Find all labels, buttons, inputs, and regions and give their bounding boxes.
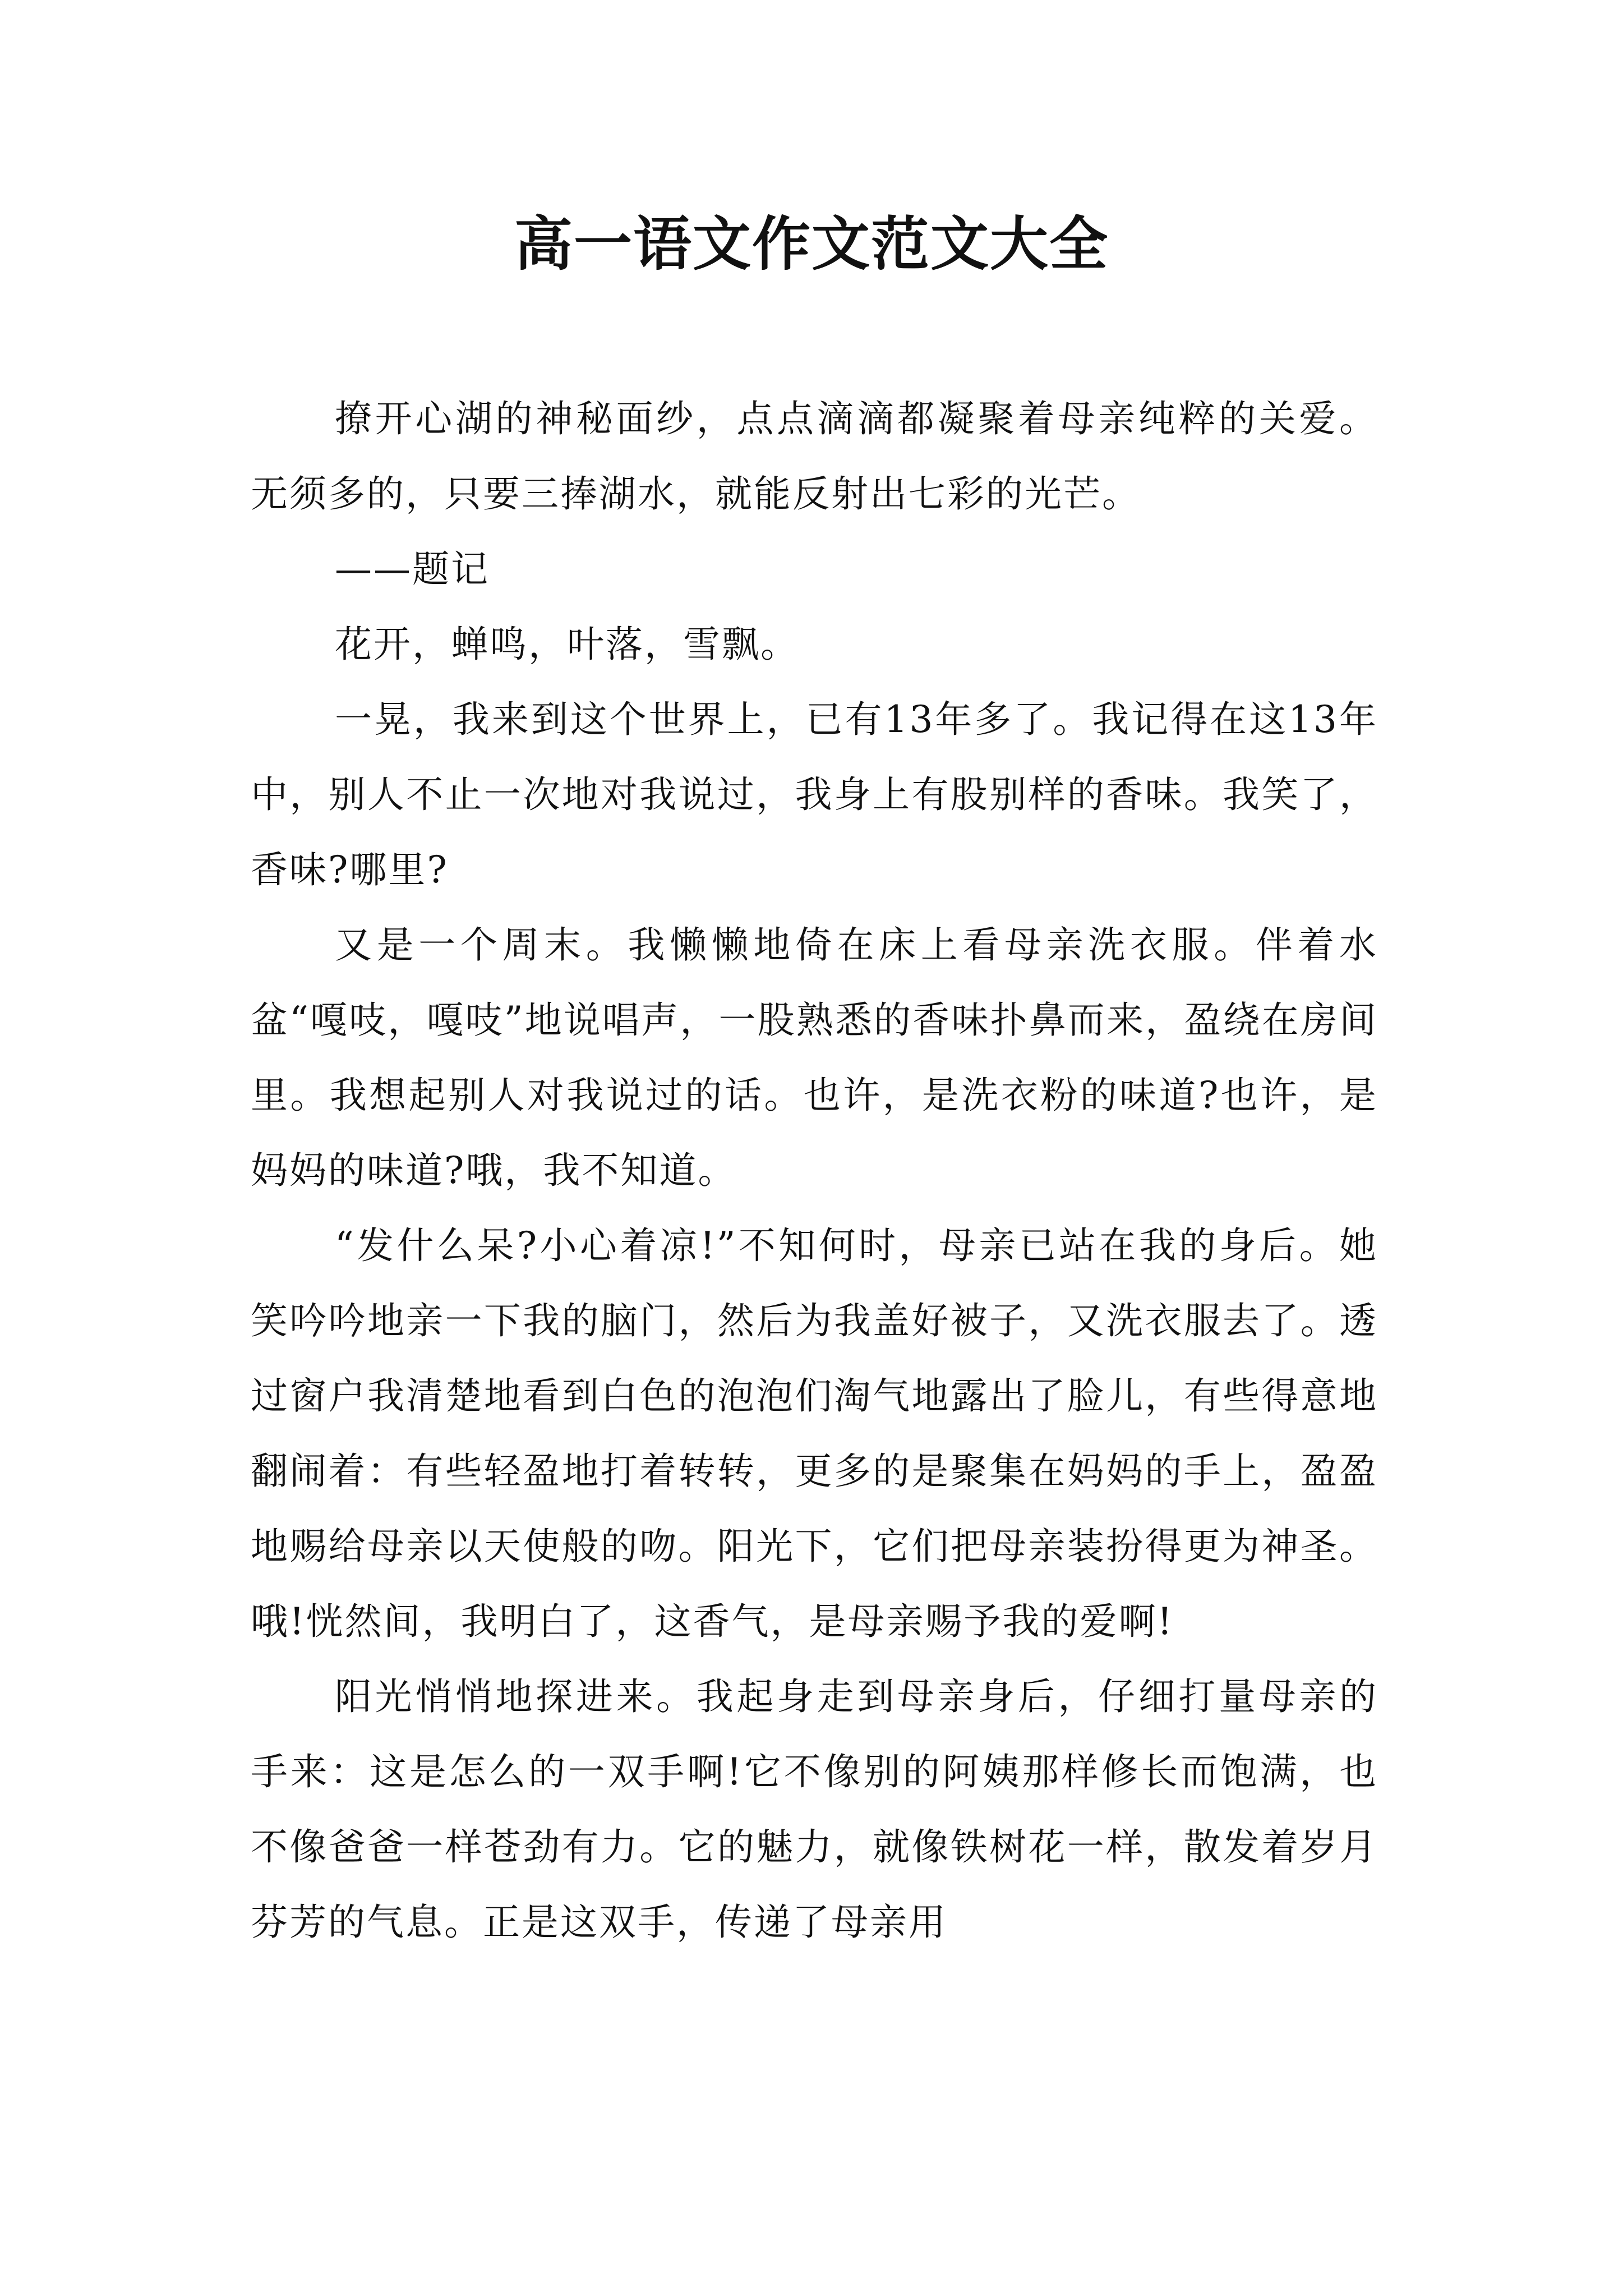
paragraph-epigraph: 撩开心湖的神秘面纱，点点滴滴都凝聚着母亲纯粹的关爱。无须多的，只要三捧湖水，就能反射出七彩的光芒。 <box>251 397 1378 516</box>
paragraph-mother-love: “发什么呆?小心着凉!”不知何时，母亲已站在我的身后。她笑吟吟地亲一下我的脑门，然后为我盖好被子，又洗衣服去了。透过窗户我清楚地看到白色的泡泡们淘气地露出了脸儿，有些得意地翻闹着：有些轻盈地打着转转，更多的是聚集在妈妈的手上，盈盈地赐给母亲以天使般的吻。阳光下，它们把母亲装扮得更为神圣。哦!恍然间，我明白了，这香气，是母亲赐予我的爱啊! <box>251 1224 1378 1643</box>
paragraph-fragrance: 一晃，我来到这个世界上，已有13年多了。我记得在这13年中，别人不止一次地对我说过，我身上有股别样的香味。我笑了，香味?哪里? <box>251 698 1378 891</box>
paragraph-mother-hands: 阳光悄悄地探进来。我起身走到母亲身后，仔细打量母亲的手来：这是怎么的一双手啊!它不像别的阿姨那样修长而饱满，也不像爸爸一样苍劲有力。它的魅力，就像铁树花一样，散发着岁月芬芳的气息。正是这双手，传递了母亲用 <box>251 1675 1378 1944</box>
document-title: 高一语文作文范文大全 <box>514 209 1109 278</box>
paragraph-seasons: 花开，蝉鸣，叶落，雪飘。 <box>335 623 799 666</box>
document-body <box>251 381 1378 1960</box>
paragraph-weekend: 又是一个周末。我懒懒地倚在床上看母亲洗衣服。伴着水盆“嘎吱，嘎吱”地说唱声，一股熟悉的香味扑鼻而来，盈绕在房间里。我想起别人对我说过的话。也许，是洗衣粉的味道?也许，是妈妈的味道?哦，我不知道。 <box>251 923 1378 1192</box>
paragraph-epigraph-attribution: ——题记 <box>335 547 490 591</box>
